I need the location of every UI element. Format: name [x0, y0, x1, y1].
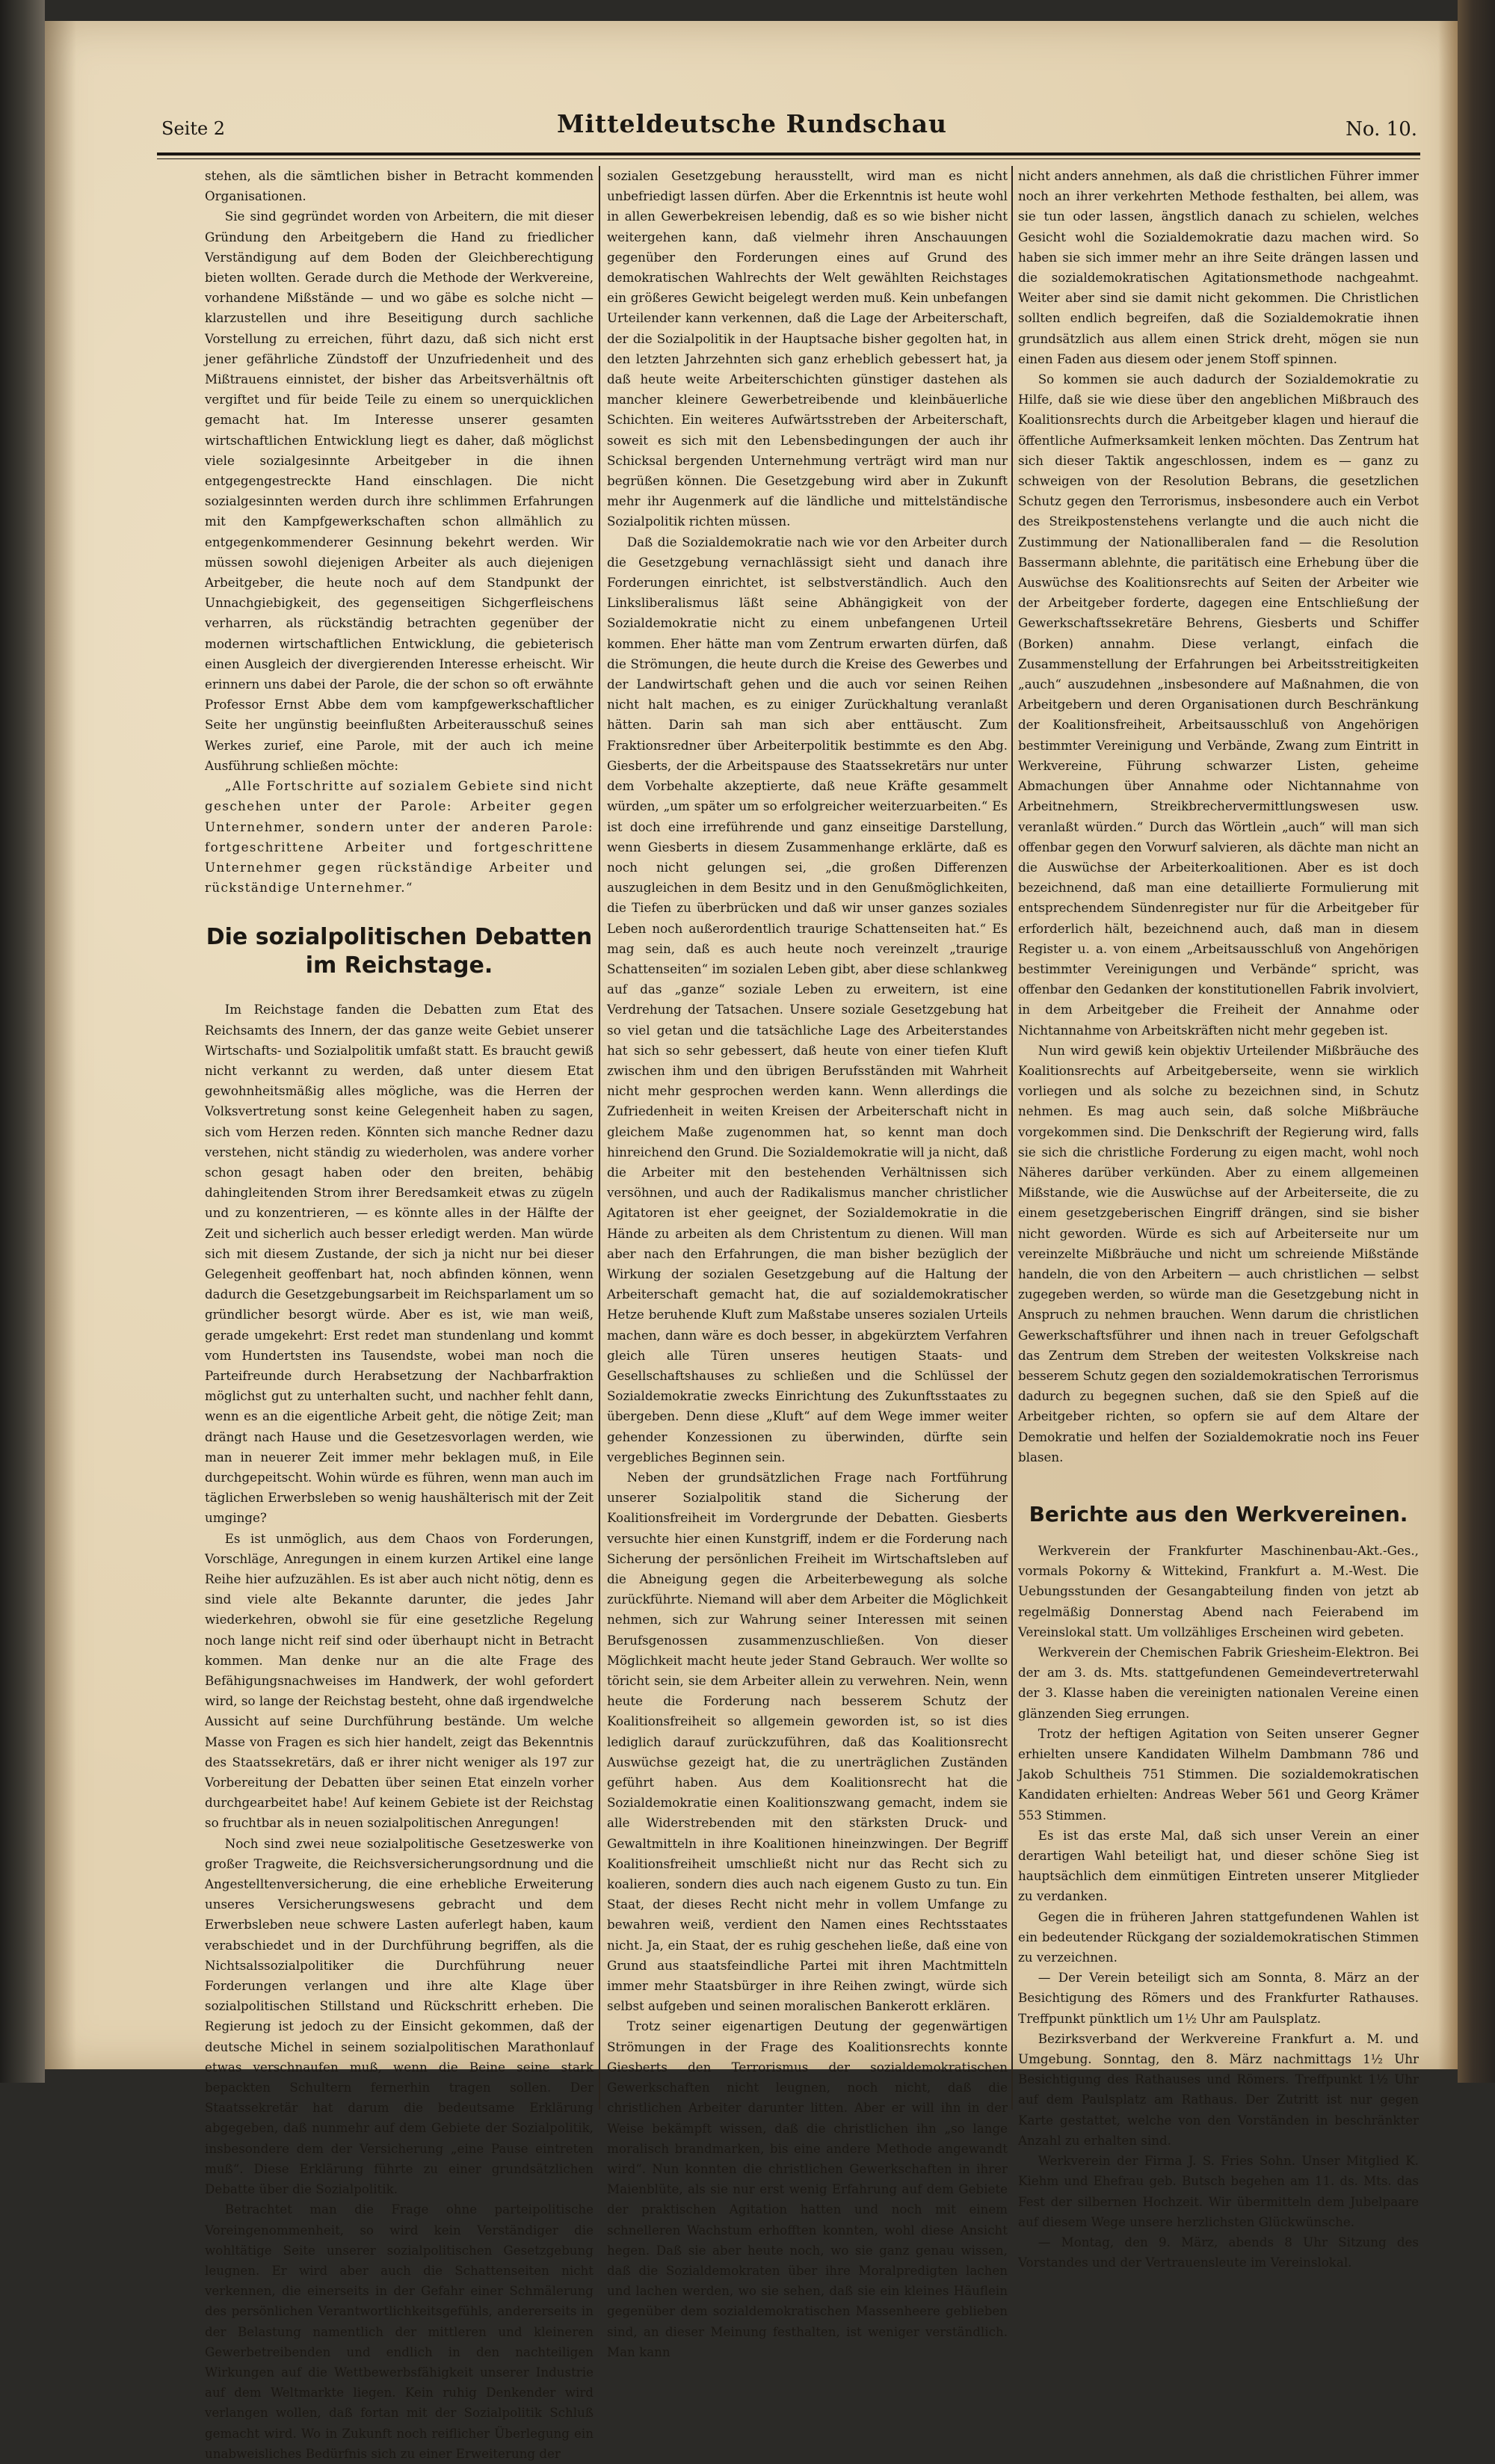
report-paragraph: Werkverein der Firma J. S. Fries Sohn. Unser Mitglied K. Kiehm und Ehefrau geb. Butsch begehen am 11. ds. Mts. das Fest der silbernen Hochzeit. Wir übermitteln dem Jubelpaare auf diesem Wege unsere herzlichsten Glückwünsche. — [1018, 2153, 1419, 2229]
page-binding-shadow — [45, 21, 76, 2069]
paragraph: Nun wird gewiß kein objektiv Urteilender Mißbräuche des Koalitionsrechts auf Arbeitgeberseite, wenn sie wirklich vorliegen und als solche zu bezeichnen sind, in Schutz nehmen. Es mag auch sein, daß solche Mißbräuche vorgekommen sind. Die Denkschrift der Regierung wird, falls sie sich die christliche Forderung zu eigen macht, wohl noch Näheres darüber verkünden. Aber zu einem allgemeinen Mißstande, wie die Auswüchse auf der Arbeiterseite, die zu einem gesetzgeberischen Eingriff drängen, sind sie bisher nicht geworden. Würde es sich auf Arbeiterseite nur um vereinzelte Mißbräuche und nicht um schreiende Mißstände handeln, die von den Arbeitern — auch christlichen — selbst zugegeben werden, so würde man die Gesetzgebung nicht in Anspruch zu nehmen brauchen. Wenn darum die christlichen Gewerkschaftsführer und ihnen nach in treuer Gefolgschaft das Zentrum dem Streben der weitesten Volkskreise nach besserem Schutz gegen den sozialdemokratischen Terrorismus dadurch zu begegnen suchen, daß sie den Spieß auf die Arbeitgeber richten, so opfern sie auf dem Altare der Demokratie und helfen der Sozialdemokratie noch ins Feuer blasen. — [1018, 1042, 1419, 1464]
paragraph: Sie sind gegründet worden von Arbeitern, die mit dieser Gründung den Arbeitgebern die Hand zu friedlicher Verständigung auf dem Boden der Gleichberechtigung bieten wollten. Gerade durch die Methode der Werkvereine, vorhandene Mißstände — und wo gäbe es solche nicht — klarzustellen und ihre Beseitigung durch sachliche Vorstellung zu erreichen, führt dazu, daß sich nicht erst jener gefährliche Zündstoff der Unzufriedenheit und des Mißtrauens einnistet, der bisher das Arbeitsverhältnis oft vergiftet und für beide Teile zu einem so unerquicklichen gemacht hat. Im Interesse unserer gesamten wirtschaftlichen Entwicklung liegt es daher, daß möglichst viele sozialgesinnte Arbeitgeber in die ihnen entgegengestreckte Hand einschlagen. Die nicht sozialgesinnten werden durch ihre schlimmen Erfahrungen mit den Kampfgewerkschaften schon allmählich zu entgegenkommenderer Gesinnung bekehrt werden. Wir müssen sowohl diejenigen Arbeiter als auch diejenigen Arbeitgeber, die heute noch auf dem Standpunkt der Unnachgiebigkeit, des gegenseitigen Sichgerfleischens verharren, als rückständig betrachten gegenüber der modernen wirtschaftlichen Entwicklung, die gebieterisch einen Ausgleich der divergierenden Interesse erheischt. Wir erinnern uns dabei der Parole, die der schon so oft erwähnte Professor Ernst Abbe dem vom kampfgewerkschaftlicher Seite her ungünstig beeinflußten Arbeiterausschuß seines Werkes zurief, eine Parole, mit der auch ich meine Ausführung schließen möchte: — [205, 209, 594, 773]
paragraph: Neben der grundsätzlichen Frage nach Fortführung unserer Sozialpolitik stand die Sicherung der Koalitionsfreiheit im Vordergrunde der Debatten. Giesberts versuchte hier einen Kunstgriff, indem er die Forderung nach Sicherung der persönlichen Freiheit im Wirtschaftsleben auf die Abneigung gegen die Arbeiterbewegung als solche zurückführte. Niemand will aber dem Arbeiter die Möglichkeit nehmen, sich zur Wahrung seiner Interessen mit seinen Berufsgenossen zusammenzuschließen. Von dieser Möglichkeit macht heute jeder Stand Gebrauch. Wer wollte so töricht sein, sie dem Arbeiter allein zu verwehren. Nein, wenn heute die Forderung nach besserem Schutz der Koalitionsfreiheit so allgemein geworden ist, so ist dies lediglich darauf zurückzuführen, daß das Koalitionsrecht Auswüchse gezeigt hat, die zu unerträglichen Zuständen geführt haben. Aus dem Koalitionsrecht hat die Sozialdemokratie einen Koalitionszwang gemacht, indem sie alle Widerstrebenden mit den stärksten Druck- und Gewaltmitteln in ihre Koalitionen hineinzwingen. Der Begriff Koalitionsfreiheit umschließt nicht nur das Recht sich zu koalieren, sondern dies auch nach eigenem Gusto zu tun. Ein Staat, der dieses Recht nicht mehr in vollem Umfange zu bewahren weiß, verdient den Namen eines Rechtsstaates nicht. Ja, ein Staat, der es ruhig geschehen ließe, daß eine von Grund aus staatsfeindliche Partei mit ihren Machtmitteln immer mehr Staatsbürger in ihre Reihen zwingt, würde sich selbst aufgeben und seinen moralischen Bankerott erklären. — [607, 1470, 1008, 2014]
column-separator — [599, 166, 600, 2110]
headline-berichte-werkvereine: Berichte aus den Werkvereinen. — [1029, 1502, 1408, 1527]
paragraph: Trotz seiner eigenartigen Deutung der gegenwärtigen Strömungen in der Frage des Koalitionsrechts konnte Giesberts den Terrorismus der sozialdemokratischen Gewerkschaften nicht leugnen, noch nicht, daß die christlichen Arbeiter darunter litten. Aber er will ihn in der Weise bekämpft wissen, daß die christlichen ihn „so lange moralisch brandmarken, bis eine andere Methode angewandt wird“. Nun konnten die christlichen Gewerkschaften in ihrer Maienblüte, als sie nur erst wenig Erfahrung auf dem Gebiete der praktischen Agitation hatten und noch mit einem schnelleren Wachstum erhofften konnten, wohl diese Ansicht hegen. Daß sie aber heute noch, wo sie ganz genau wissen, daß die Sozialdemokraten über ihre Moralpredigten lachen und lachen werden, wo sie sehen, daß sie ein kleines Häuflein gegenüber dem sozialdemokratischen Massenheere geblieben sind, an dieser Meinung festhalten, ist weniger verständlich. Man kann — [607, 2018, 1008, 2359]
paragraph: Daß die Sozialdemokratie nach wie vor den Arbeiter durch die Gesetzgebung vernachlässigt sieht und danach ihre Forderungen einrichtet, ist selbstverständlich. Auch den Linksliberalismus läßt seine Abhängigkeit von der Sozialdemokratie nicht zu einem unbefangenen Urteil kommen. Eher hätte man vom Zentrum erwarten dürfen, daß die Strömungen, die heute durch die Kreise des Gewerbes und der Landwirtschaft gehen und die auch vor seinen Reihen nicht halt machen, es zu einiger Zurückhaltung veranlaßt hätten. Darin sah man sich aber enttäuscht. Zum Fraktionsredner über Arbeiterpolitik bestimmte es den Abg. Giesberts, der die Arbeitspause des Staatssekretärs nur unter dem Vorbehalte akzeptierte, daß neue Kräfte gesammelt würden, „um später um so erfolgreicher weiterzuarbeiten.“ Es ist doch eine irreführende und ganz einseitige Darstellung, wenn Giesberts in diesem Zusammenhange erklärte, daß es noch nicht gelungen sei, „die großen Differenzen auszugleichen in dem Besitz und in den Genußmöglichkeiten, die Tiefen zu überbrücken und daß wir unser ganzes soziales Leben noch außerordentlich traurige Schattenseiten hat.“ Es mag sein, daß es auch heute noch vereinzelt „traurige Schattenseiten“ im sozialen Leben gibt, aber diese schlankweg auf das „ganze“ soziale Leben zu erweitern, ist eine Verdrehung der Tatsachen. Unsere soziale Gesetzgebung hat so viel getan und die tatsächliche Lage des Arbeiterstandes hat sich so sehr gebessert, daß heute von einer tiefen Kluft zwischen ihm und den übrigen Berufsständen mit Wahrheit nicht mehr gesprochen werden kann. Wenn allerdings die Zufriedenheit in weiten Kreisen der Arbeiterschaft nicht in gleichem Maße zugenommen hat, so kennt man doch hinreichend den Grund. Die Sozialdemokratie will ja nicht, daß die Arbeiter mit den bestehenden Verhältnissen sich versöhnen, und auch der Radikalismus mancher christlicher Agitatoren ist eher geeignet, der Sozialdemokratie in die Hände zu arbeiten als dem Christentum zu dienen. Will man aber nach den Erfahrungen, die man bisher bezüglich der Wirkung der sozialen Gesetzgebung auf die Haltung der Arbeiterschaft gemacht hat, die auf sozialdemokratischer Hetze beruhende Kluft zum Maßstabe unseres sozialen Urteils machen, dann wäre es doch besser, in abgekürztem Verfahren gleich alle Türen unseres heutigen Staats- und Gesellschaftshauses zu schließen und die Schlüssel der Sozialdemokratie zwecks Einrichtung des Zukunftsstaates zu übergeben. Denn diese „Kluft“ auf dem Wege immer weiter gehender Konzessionen zu überwinden, dürfte sein vergebliches Beginnen sein. — [607, 534, 1008, 1464]
paragraph: Im Reichstage fanden die Debatten zum Etat des Reichsamts des Innern, der das ganze weite Gebiet unserer Wirtschafts- und Sozialpolitik umfaßt statt. Es braucht gewiß nicht verkannt zu werden, daß unter diesem Etat gewohnheitsmäßig alles mögliche, was die Herren der Volksvertretung sonst keine Gelegenheit haben zu sagen, sich vom Herzen reden. Könnten sich manche Redner dazu verstehen, nicht ständig zu wiederholen, was andere vorher schon gesagt haben oder den breiten, behäbig dahingleitenden Strom ihrer Beredsamkeit etwas zu zügeln und zu konzentrieren, — es könnte alles in der Hälfte der Zeit und sicherlich auch besser erledigt werden. Man würde sich mit diesem Zustande, der sich ja nicht nur bei dieser Gelegenheit geoffenbart hat, noch abfinden können, wenn dadurch die Gesetzgebungsarbeit im Reichsparlament um so gründlicher besorgt würde. Aber es ist, wie man weiß, gerade umgekehrt: Erst redet man stundenlang und kommt vom Hundertsten ins Tausendste, wobei man noch die Parteifreunde durch Herabsetzung der Nachbarfraktion möglichst gut zu unterhalten sucht, und nachher fehlt dann, wenn es an die eigentliche Arbeit geht, die nötige Zeit; man drängt nach Hause und die Gesetzesvorlagen werden, wie man in neuerer Zeit immer mehr beklagen muß, in Eile durchgepeitscht. Wohin würde es führen, wenn man auch im täglichen Erwerbsleben so wenig haushälterisch mit der Zeit umginge? — [205, 1002, 594, 1526]
quotation: „Alle Fortschritte auf sozialem Gebiete sind nicht geschehen unter der Parole: Arbeiter gegen Unternehmer, sondern unter der anderen Parole: fortgeschrittene Arbeiter und fortgeschrittene Unternehmer gegen rückständige Arbeiter und rückständige Unternehmer.“ — [205, 778, 594, 896]
report-paragraph: — Der Verein beteiligt sich am Sonnta, 8. März an der Besichtigung des Römers und des Frankfurter Rathauses. Treffpunkt pünktlich um 1½ Uhr am Paulsplatz. — [1018, 1970, 1419, 2026]
header-rule-thin — [157, 158, 1420, 159]
paragraph: stehen, als die sämtlichen bisher in Betracht kommenden Organisationen. — [205, 168, 594, 204]
newspaper-page — [45, 21, 1458, 2461]
article-column-2 — [607, 166, 1008, 2362]
newspaper-title: Mitteldeutsche Rundschau — [556, 109, 948, 138]
report-paragraph: Gegen die in früheren Jahren stattgefundenen Wahlen ist ein bedeutender Rückgang der sozialdemokratischen Stimmen zu verzeichnen. — [1018, 1909, 1419, 1965]
article-column-3 — [1018, 166, 1419, 2273]
paragraph: Betrachtet man die Frage ohne parteipolitische Voreingenommenheit, so wird kein Verständiger die wohltätige Seite unserer sozialpolitischen Gesetzgebung leugnen. Er wird aber auch die Schattenseiten nicht verkennen, die einerseits in der Gefahr einer Schmälerung des persönlichen Verantwortlichkeitsgefühls, andererseits in der Belastung namentlich der mittleren und kleineren Gewerbetreibenden und endlich in den nachteiligen Wirkungen auf die Wettbewerbsfähigkeit unserer Industrie auf dem Weltmarkte liegen. Kein ruhig Denkender wird verlangen wollen, daß fortan mit der Sozialpolitik Schluß gemacht wird. Wo in Zukunft noch reiflicher Überlegung ein unabweisliches Bedürfnis sich zu einer Erweiterung der — [205, 2202, 594, 2461]
page-number: Seite 2 — [161, 118, 226, 139]
report-paragraph: Es ist das erste Mal, daß sich unser Verein an einer derartigen Wahl beteiligt hat, und dieser schöne Sieg ist hauptsächlich dem einmütigen Eintreten unserer Mitglieder zu verdanken. — [1018, 1827, 1419, 1904]
report-paragraph: Werkverein der Chemischen Fabrik Griesheim-Elektron. Bei der am 3. ds. Mts. stattgefundenen Gemeindevertreterwahl der 3. Klasse haben die vereinigten nationalen Vereine einen glänzenden Sieg errungen. — [1018, 1645, 1419, 1721]
headline-sozialpolitische-debatten: Die sozialpolitischen Debatten im Reichstage. — [206, 924, 593, 979]
report-paragraph: — Montag, den 9. März, abends 8 Uhr Sitzung des Vorstandes und der Vertrauensleute im Vereinslokal. — [1018, 2234, 1419, 2270]
paragraph: So kommen sie auch dadurch der Sozialdemokratie zu Hilfe, daß sie wie diese über den angeblichen Mißbrauch des Koalitionsrechts durch die Arbeitgeber klagen und hierauf die öffentliche Aufmerksamkeit lenken möchten. Das Zentrum hat sich dieser Taktik angeschlossen, indem es — ganz zu schweigen von der Resolution Bebrans, die gesetzlichen Schutz gegen den Terrorismus, insbesondere auch ein Verbot des Streikpostenstehens verlangte und die auch nicht die Zustimmung der Nationalliberalen fand — die Resolution Bassermann ablehnte, die paritätisch eine Erhebung über die Auswüchse des Koalitionsrechts auf Seiten der Arbeiter wie der Arbeitgeber forderte, dagegen eine Entschließung der Gewerkschaftssekretäre Behrens, Giesberts und Schiffer (Borken) annahm. Diese verlangt, einfach die Zusammenstellung der Erfahrungen bei Arbeitsstreitigkeiten „auch“ auszudehnen „insbesondere auf Maßnahmen, die von Arbeitgebern und deren Organisationen durch Beschränkung der Koalitionsfreiheit, Arbeitsausschluß von Angehörigen bestimmter Vereinigung und Verbände, Zwang zum Eintritt in Werkvereine, Führung schwarzer Listen, geheime Abmachungen über Annahme oder Nichtannahme von Arbeitnehmern, Streikbrechervermittlungswesen usw. veranlaßt würden.“ Durch das Wörtlein „auch“ will man sich offenbar gegen den Vorwurf salvieren, als dächte man nicht an die Auswüchse der Arbeiterkoalitionen. Aber es ist doch bezeichnend, daß man eine detaillierte Formulierung mit entsprechendem Sündenregister nur für die Arbeitgeber für erforderlich hält, bezeichnend auch, daß man in diesem Register u. a. von einem „Arbeitsausschluß von Angehörigen bestimmter Vereinigungen und Verbände“ spricht, was offenbar den Gedanken der konstitutionellen Fabrik involviert, in dem Arbeitgeber die Freiheit der Annahme oder Nichtannahme von Arbeitskräften nicht mehr gegeben ist. — [1018, 372, 1419, 1038]
scan-background-left — [0, 0, 45, 2083]
report-paragraph: Trotz der heftigen Agitation von Seiten unserer Gegner erhielten unsere Kandidaten Wilhelm Dambmann 786 und Jakob Schultheis 751 Stimmen. Die sozialdemokratischen Kandidaten erhielten: Andreas Weber 561 und Georg Krämer 553 Stimmen. — [1018, 1725, 1419, 1823]
page-edge-shadow — [1438, 21, 1458, 2069]
paragraph: sozialen Gesetzgebung herausstellt, wird man es nicht unbefriedigt lassen dürfen. Aber die Erkenntnis ist heute wohl in allen Gewerbekreisen lebendig, daß es so wie bisher nicht weitergehen kann, daß vielmehr ihren Anschauungen gegenüber den Forderungen eines auf Grund des demokratischen Wahlrechts der Welt gewählten Reichstages ein größeres Gewicht beigelegt werden muß. Kein unbefangen Urteilender kann verkennen, daß die Lage der Arbeiterschaft, der die Sozialpolitik in der Hauptsache bisher gegolten hat, in den letzten Jahrzehnten sich ganz erheblich gebessert hat, ja daß heute weite Arbeiterschichten günstiger dastehen als mancher kleinere Gewerbetreibende und kleinbäuerliche Schichten. Ein weiteres Aufwärtsstreben der Arbeiterschaft, soweit es sich mit den Lebensbedingungen der auch ihr Schicksal bergenden Unternehmung verträgt wird man nur begrüßen können. Die Gesetzgebung wird aber in Zukunft mehr ihr Augenmerk auf die ländliche und mittelständische Sozialpolitik richten müssen. — [607, 168, 1008, 529]
article-column-1 — [205, 166, 594, 2464]
scan-background-right — [1458, 0, 1495, 2083]
issue-number: No. 10. — [1346, 118, 1417, 141]
report-paragraph: Bezirksverband der Werkvereine Frankfurt a. M. und Umgebung. Sonntag, den 8. März nachmittags 1½ Uhr Besichtigung des Rathauses und Römers. Treffpunkt 1½ Uhr auf dem Paulsplatz am Rathaus. Der Zutritt ist nur gegen Karte gestattet, welche von den Vorständen in beschränkter Anzahl zu erhalten sind. — [1018, 2030, 1419, 2148]
report-paragraph: Werkverein der Frankfurter Maschinenbau-Akt.-Ges., vormals Pokorny & Wittekind, Frankfurt a. M.-West. Die Uebungsstunden der Gesangabteilung finden von jetzt ab regelmäßig Donnerstag Abend nach Feierabend im Vereinslokal statt. Um vollzähliges Erscheinen wird gebeten. — [1018, 1543, 1419, 1639]
page-header — [87, 109, 1417, 151]
paragraph: Es ist unmöglich, aus dem Chaos von Forderungen, Vorschläge, Anregungen in einem kurzen Artikel eine lange Reihe hier aufzuzählen. Es ist aber auch nicht nötig, denn es sind viele alte Bekannte darunter, die jedes Jahr wiederkehren, obwohl sie für eine gesetzliche Regelung noch lange nicht reif sind oder überhaupt nicht in Betracht kommen. Man denke nur an die alte Frage des Befähigungsnachweises im Handwerk, der wohl gefordert wird, so lange der Reichstag besteht, ohne daß irgendwelche Aussicht auf seine Durchführung bestände. Um welche Masse von Fragen es sich hier handelt, zeigt das Bekenntnis des Staatssekretärs, daß er ihrer nicht weniger als 197 zur Vorbereitung der Debatten über seinen Etat einzeln vorher durchgearbeitet habe! Auf keinem Gebiete ist der Reichstag so fruchtbar als in neuen sozialpolitischen Anregungen! — [205, 1530, 594, 1831]
header-rule — [157, 153, 1420, 155]
column-separator — [1011, 166, 1013, 2110]
paragraph: nicht anders annehmen, als daß die christlichen Führer immer noch an ihrer verkehrten Methode festhalten, bei allem, was sie tun oder lassen, ängstlich danach zu schielen, welches Gesicht wohl die Sozialdemokratie dazu machen wird. So haben sie sich immer mehr an ihre Seite drängen lassen und die sozialdemokratischen Agitationsmethode nachgeahmt. Weiter aber sind sie damit nicht gekommen. Die Christlichen sollten endlich begreifen, daß die Sozialdemokratie ihnen grundsätzlich aus allem einen Strick dreht, mögen sie nun einen Faden aus diesem oder jenem Stoff spinnen. — [1018, 168, 1419, 366]
paragraph: Noch sind zwei neue sozialpolitische Gesetzeswerke von großer Tragweite, die Reichsversicherungsordnung und die Angestelltenversicherung, die eine erhebliche Erweiterung unseres Versicherungswesens gebracht und dem Erwerbsleben neue schwere Lasten auferlegt haben, kaum verabschiedet und in der Durchführung begriffen, als die Nichtsalssozialpolitiker die Durchführung neuer Forderungen verlangen und ihre alte Klage über sozialpolitischen Stillstand und Rückschritt erheben. Die Regierung ist jedoch zu der Einsicht gekommen, daß der deutsche Michel in seinem sozialpolitischen Marathonlauf etwas verschnaufen muß, wenn die Beine seine stark bepackten Schultern fernerhin tragen sollen. Der Staatssekretär hat darum die bedeutsame Erklärung abgegeben, daß nunmehr auf dem Gebiete der Sozialpolitik, insbesondere dem der Versicherung „eine Pause eintreten muß“. Diese Erklärung führte zu einer grundsätzlichen Debatte über die Sozialpolitik. — [205, 1835, 594, 2197]
